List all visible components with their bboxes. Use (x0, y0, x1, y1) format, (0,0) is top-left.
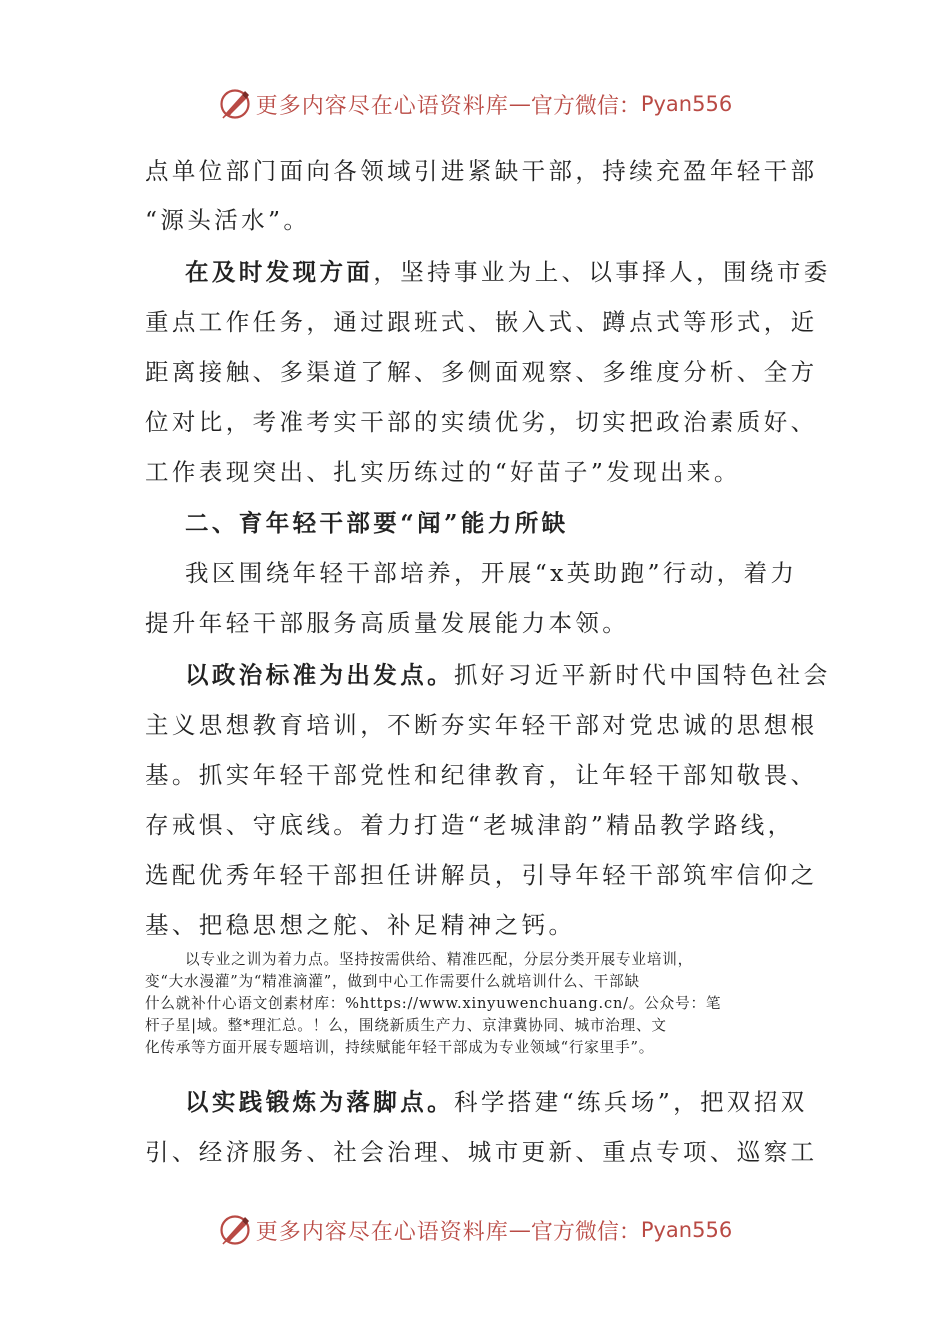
body-line-18: 引、经济服务、社会治理、城市更新、重点专项、巡察工 (145, 1138, 818, 1166)
body-line-5: 距离接触、多渠道了解、多侧面观察、多维度分析、全方 (145, 358, 818, 386)
body-line-4: 重点工作任务，通过跟班式、嵌入式、蹲点式等形式，近 (145, 308, 818, 336)
small-line-4: 杆子星|域。整*理汇总。！么，围绕新质生产力、京津冀协同、城市治理、文 (145, 1017, 667, 1034)
banner-brand-text: 更多内容尽在心语资料库 (255, 93, 509, 119)
small-line-3: 什么就补什心语文创素材库：%https://www.xinyuwenchuang.cn/。公众号：笔 (145, 995, 722, 1012)
body-line-2: “源头活水”。 (145, 206, 311, 234)
small-line-2: 变“大水漫灌”为“精准滴灌”，做到中心工作需要什么就培训什么、干部缺 (145, 973, 640, 990)
banner-wechat-label: 官方微信： (530, 93, 641, 119)
body-line-7: 工作表现突出、扎实历练过的“好苗子”发现出来。 (145, 458, 741, 486)
small-line-1: 以专业之训为着力点。坚持按需供给、精准匹配，分层分类开展专业培训， (185, 951, 693, 968)
body-line-15: 选配优秀年轻干部担任讲解员，引导年轻干部筑牢信仰之 (145, 861, 818, 889)
header-banner (0, 84, 950, 124)
body-line-17: 以实践锻炼为落脚点。科学搭建“练兵场”，把双招双 (185, 1088, 808, 1116)
body-line-11: 以政治标准为出发点。抓好习近平新时代中国特色社会 (185, 661, 831, 689)
body-line-14: 存戒惧、守底线。着力打造“老城津韵”精品教学路线， (145, 811, 795, 839)
body-line-1: 点单位部门面向各领域引进紧缺干部，持续充盈年轻干部 (145, 157, 818, 185)
banner-brand-text: 更多内容尽在心语资料库 (255, 1219, 509, 1245)
footer-banner (0, 1210, 950, 1250)
banner-dash: — (508, 91, 531, 117)
body-line-16: 基、把稳思想之舵、补足精神之钙。 (145, 911, 576, 939)
body-line-13: 基。抓实年轻干部党性和纪律教育，让年轻干部知敬畏、 (145, 761, 818, 789)
banner-wechat-id: Pyan556 (640, 1218, 733, 1242)
banner-wechat-id: Pyan556 (640, 92, 733, 116)
banner-dash: — (508, 1217, 531, 1243)
pen-logo-icon (218, 1213, 252, 1247)
body-line-9: 我区围绕年轻干部培养，开展“x英助跑”行动，着力 (185, 559, 798, 587)
body-line-10: 提升年轻干部服务高质量发展能力本领。 (145, 609, 630, 637)
small-line-5: 化传承等方面开展专题培训，持续赋能年轻干部成为专业领域“行家里手”。 (145, 1039, 655, 1056)
body-line-3: 在及时发现方面，坚持事业为上、以事择人，围绕市委 (185, 258, 831, 286)
body-line-12: 主义思想教育培训，不断夯实年轻干部对党忠诚的思想根 (145, 711, 818, 739)
section-heading: 二、育年轻干部要“闻”能力所缺 (185, 509, 569, 537)
pen-logo-icon (218, 87, 252, 121)
body-line-6: 位对比，考准考实干部的实绩优劣，切实把政治素质好、 (145, 408, 818, 436)
banner-wechat-label: 官方微信： (530, 1219, 641, 1245)
